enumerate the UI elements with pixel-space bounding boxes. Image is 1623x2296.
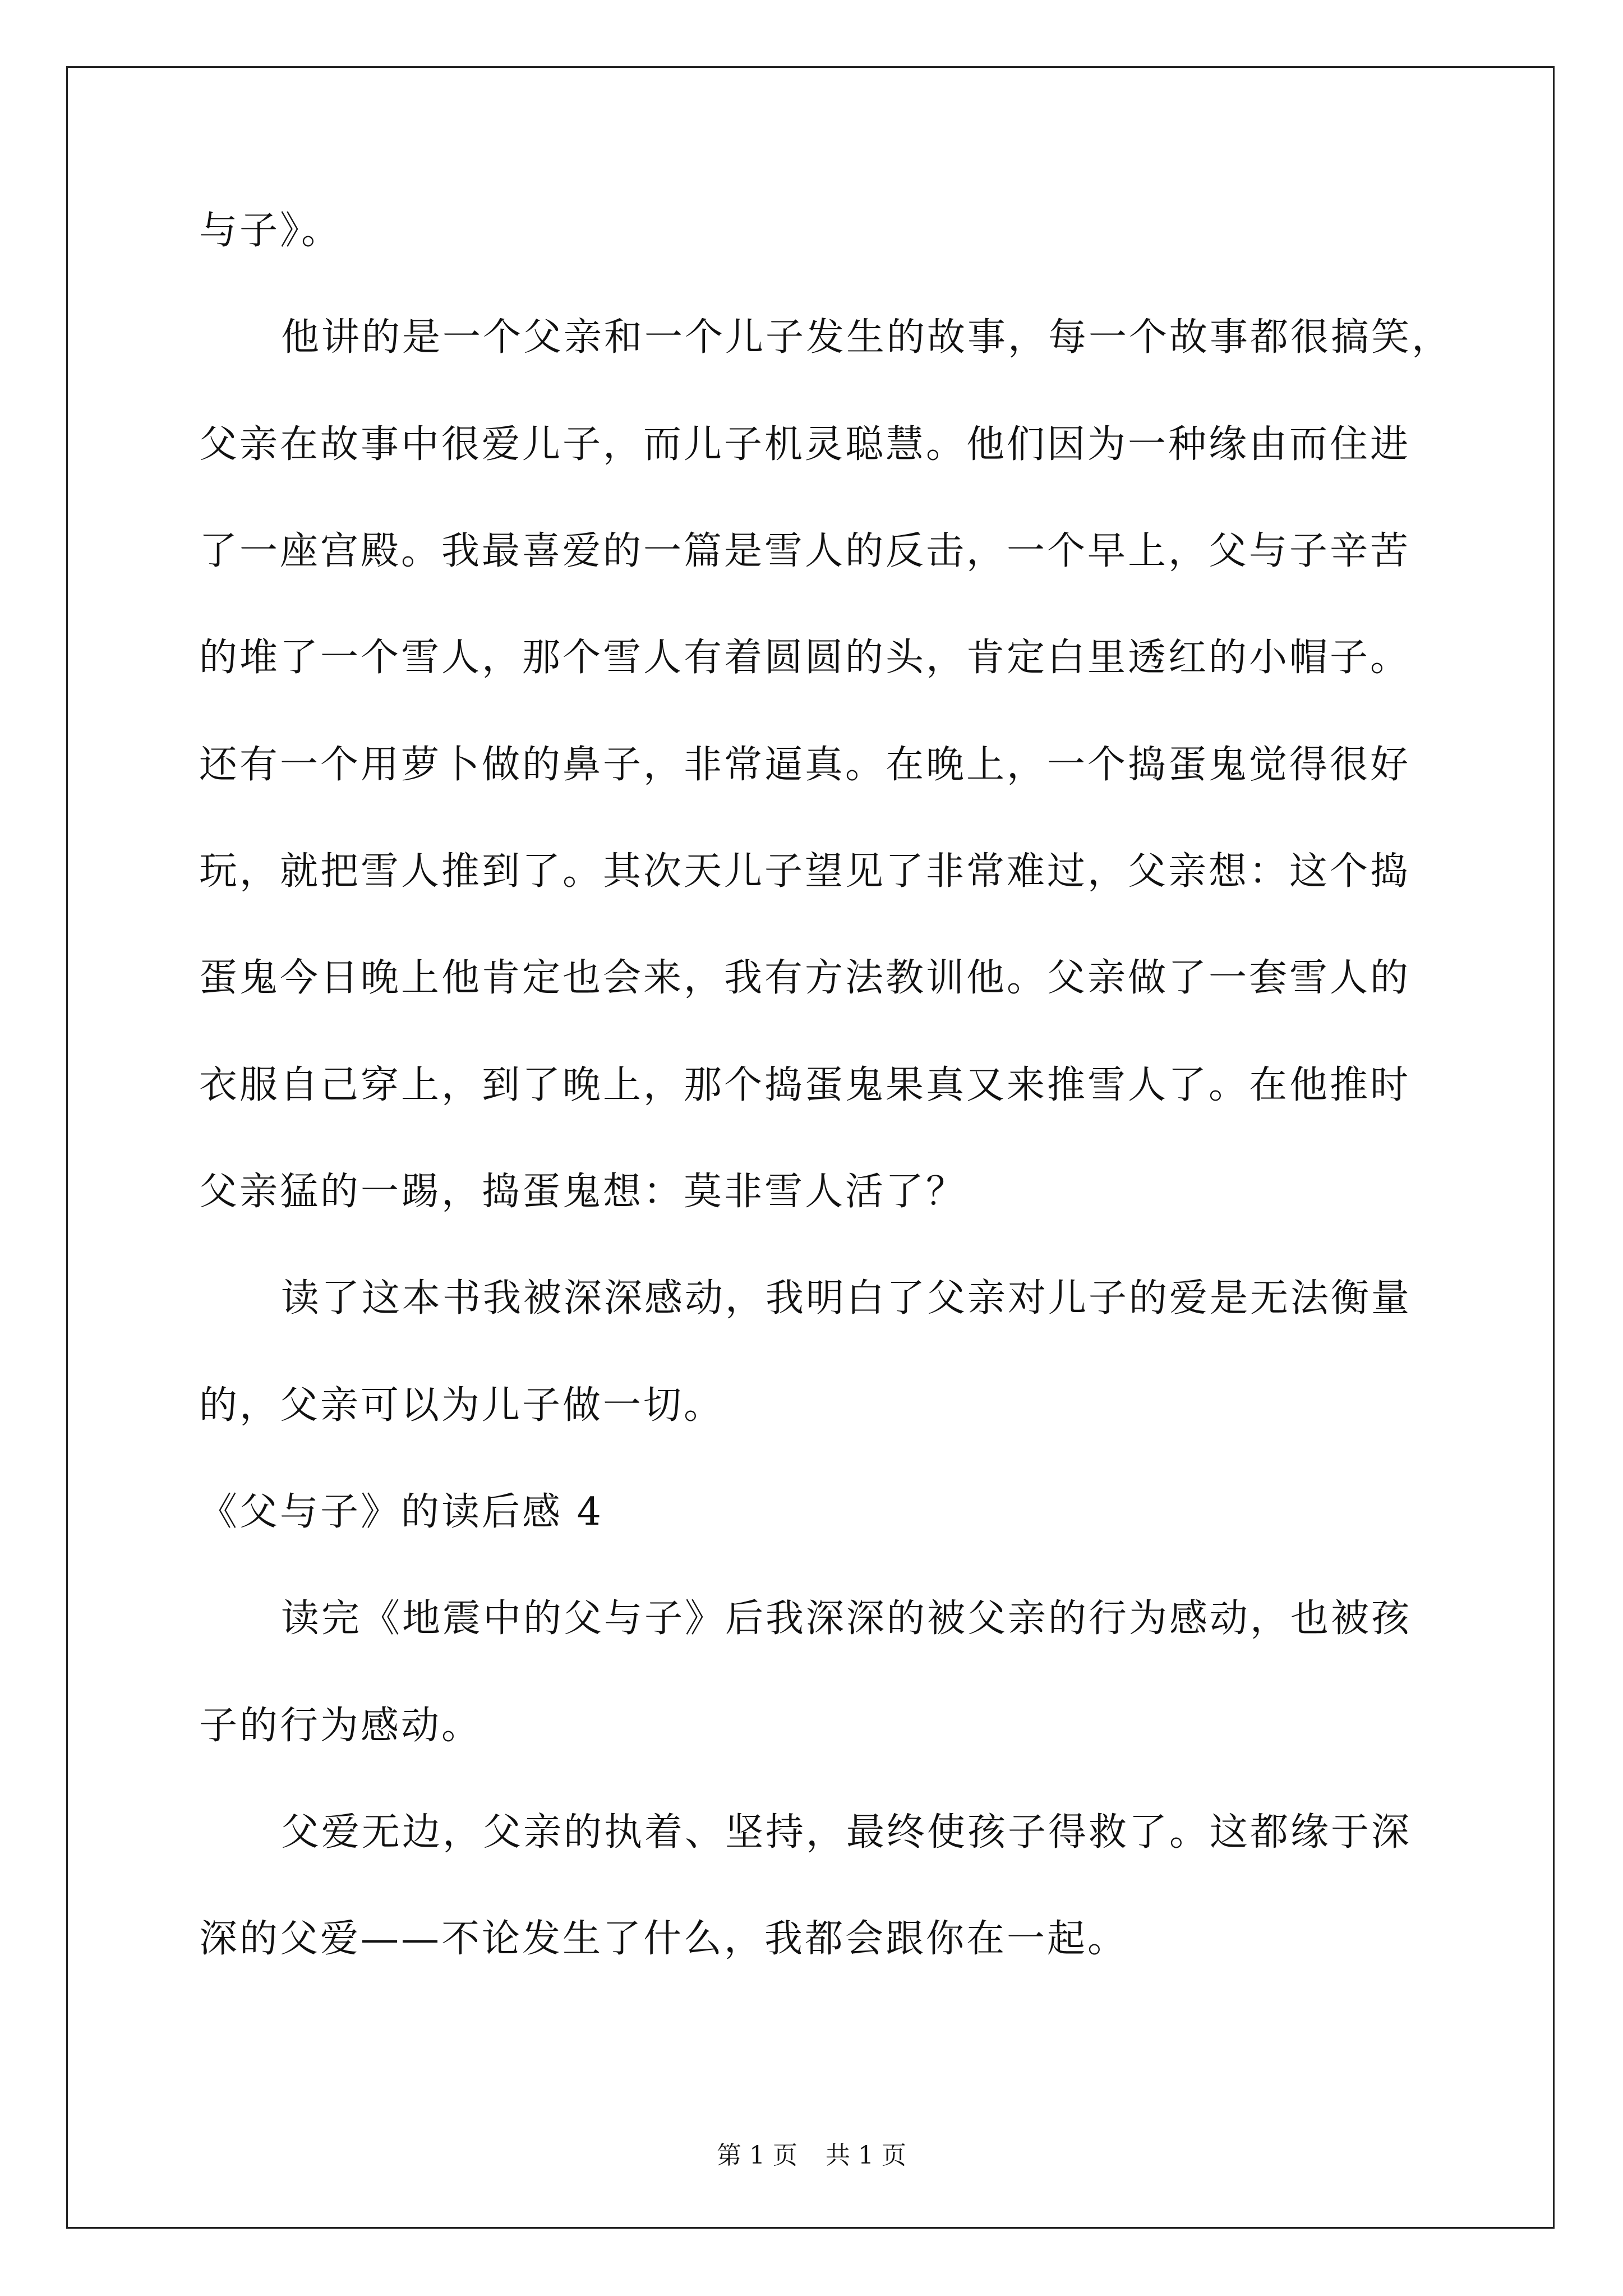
text-line: 深的父爱——不论发生了什么，我都会跟你在一起。 [199,1917,1128,1961]
section-heading: 《父与子》的读后感 4 [199,1490,603,1534]
text-line: 蛋鬼今日晚上他肯定也会来，我有方法教训他。父亲做了一套雪人的 [199,956,1411,1000]
text-line: 父亲猛的一踢，捣蛋鬼想：莫非雪人活了？ [199,1170,967,1214]
paragraph-start-line: 父爱无边，父亲的执着、坚持，最终使孩子得救了。这都缘于深 [281,1810,1412,1855]
page-number-total: 共 1 页 [826,2141,906,2170]
paragraph-start-line: 读了这本书我被深深感动，我明白了父亲对儿子的爱是无法衡量 [281,1276,1412,1320]
text-line: 衣服自己穿上，到了晚上，那个捣蛋鬼果真又来推雪人了。在他推时 [199,1063,1411,1107]
page-footer [0,2135,1623,2171]
paragraph-start-line: 读完《地震中的父与子》后我深深的被父亲的行为感动，也被孩 [281,1596,1412,1641]
paragraph-start-line: 他讲的是一个父亲和一个儿子发生的故事，每一个故事都很搞笑， [281,315,1453,360]
text-line: 玩，就把雪人推到了。其次天儿子望见了非常难过，父亲想：这个捣 [199,849,1411,894]
text-line: 与子》。 [199,209,342,253]
text-line: 了一座宫殿。我最喜爱的一篇是雪人的反击，一个早上，父与子辛苦 [199,529,1411,573]
text-line: 的，父亲可以为儿子做一切。 [199,1383,725,1428]
page-number-current: 第 1 页 [717,2141,797,2170]
text-line: 父亲在故事中很爱儿子，而儿子机灵聪慧。他们因为一种缘由而住进 [199,422,1411,467]
text-line: 的堆了一个雪人，那个雪人有着圆圆的头，肯定白里透红的小帽子。 [199,636,1411,680]
text-line: 还有一个用萝卜做的鼻子，非常逼真。在晚上，一个捣蛋鬼觉得很好 [199,743,1411,787]
page-border [66,66,1555,2229]
text-line: 子的行为感动。 [199,1704,482,1748]
